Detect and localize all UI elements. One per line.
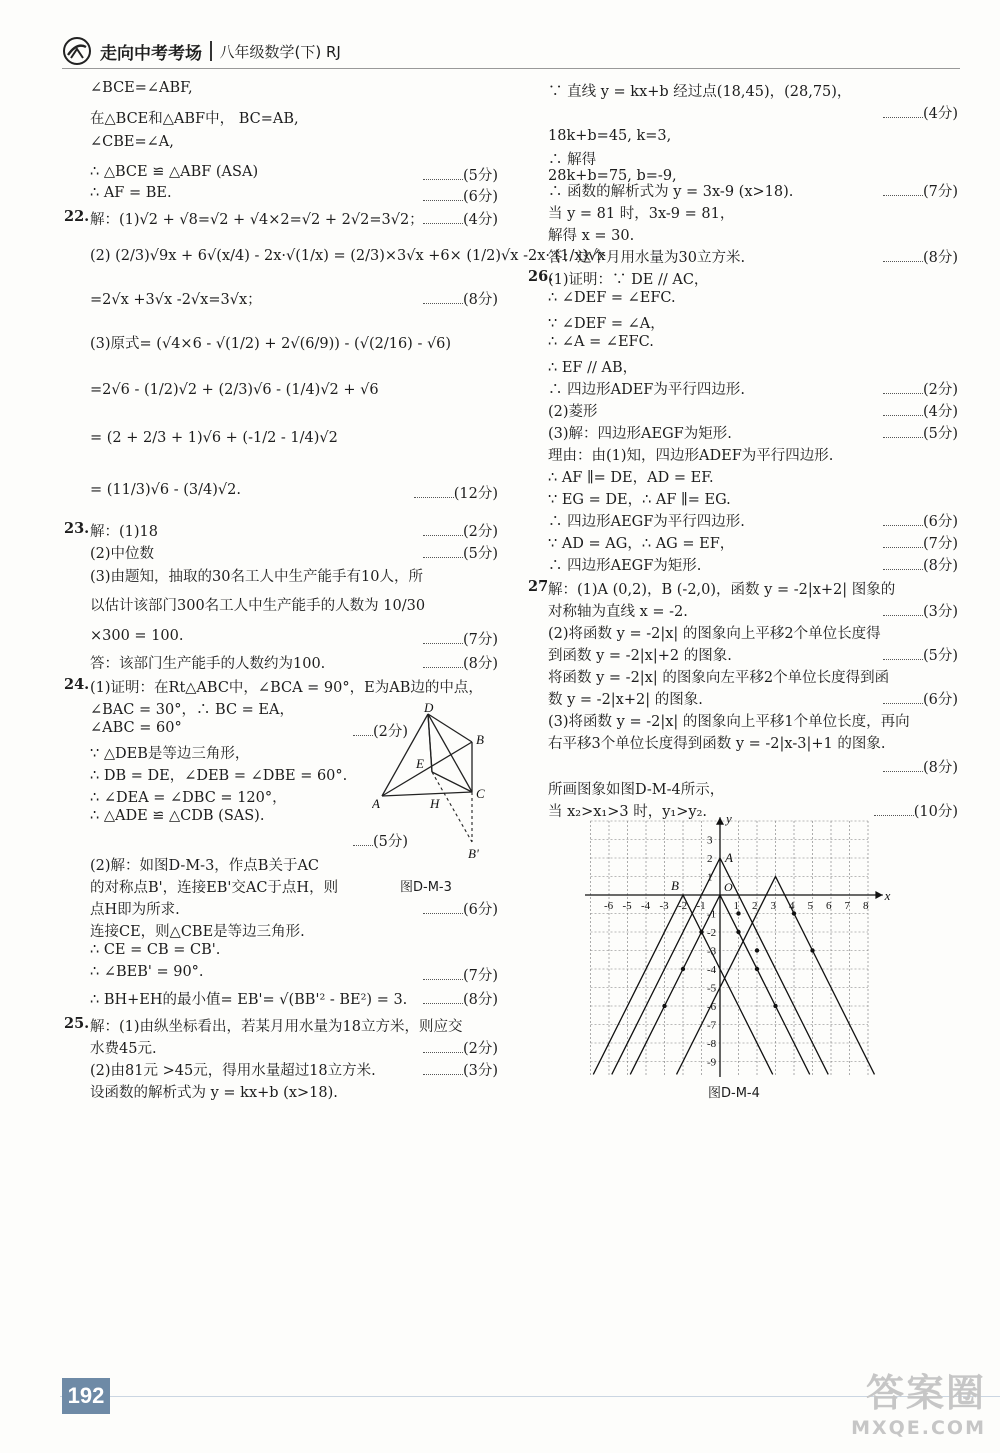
score-mark bbox=[423, 652, 498, 673]
line-text: ∠CBE=∠A, bbox=[90, 134, 174, 150]
line-text: ∴ DB = DE，∠DEB = ∠DBE = 60°. bbox=[90, 768, 348, 784]
text-line bbox=[90, 920, 498, 941]
text-line bbox=[548, 732, 958, 753]
score-mark bbox=[423, 185, 498, 206]
score-value: (6分) bbox=[462, 902, 498, 918]
point-a-label: A bbox=[725, 850, 733, 865]
graph-point bbox=[736, 930, 740, 934]
line-text: (1)证明：在Rt△ABC中，∠BCA = 90°，E为AB边的中点， bbox=[90, 680, 483, 696]
line-text: 以估计该部门300名工人中生产能手的人数为 10/30 bbox=[90, 598, 426, 614]
line-text: ∵ △DEB是等边三角形， bbox=[90, 746, 250, 762]
y-tick-label: -2 bbox=[707, 927, 717, 939]
header-rule bbox=[62, 68, 960, 69]
text-line bbox=[548, 246, 958, 267]
segment-ad bbox=[382, 714, 428, 796]
page-number: 192 bbox=[62, 1378, 110, 1414]
line-text: 点H即为所求. bbox=[90, 902, 180, 918]
score-mark bbox=[883, 532, 958, 553]
dotted-leader bbox=[883, 560, 923, 570]
score-mark bbox=[883, 102, 958, 123]
x-tick-label: 1 bbox=[733, 900, 739, 912]
line-text: ∵ 直线 y = kx+b 经过点(18,45)，(28,75)， bbox=[548, 84, 852, 100]
text-line bbox=[548, 778, 958, 799]
line-text: =2√6 - (1/2)√2 + (2/3)√6 - (1/4)√2 + √6 bbox=[90, 382, 379, 398]
dotted-leader bbox=[423, 548, 463, 558]
figure-d-m-3 bbox=[372, 700, 502, 870]
line-text: ∴ 四边形AEGF为平行四边形. bbox=[548, 514, 745, 530]
line-text: (3)解：四边形AEGF为矩形. bbox=[548, 426, 732, 442]
x-tick-label: -2 bbox=[678, 900, 688, 912]
dotted-leader bbox=[883, 428, 923, 438]
dotted-leader bbox=[423, 634, 463, 644]
score-mark bbox=[883, 378, 958, 399]
line-text: 连接CE，则△CBE是等边三角形. bbox=[90, 924, 305, 940]
question-number: 27 bbox=[528, 578, 549, 595]
line-text: 右平移3个单位长度得到函数 y = -2|x-3|+1 的图象. bbox=[548, 736, 886, 752]
line-text: ∠BAC = 30°，∴ BC = EA， bbox=[90, 702, 294, 718]
line-text: 解：(1)√2 + √8=√2 + √4×2=√2 + 2√2=3√2； bbox=[90, 212, 424, 228]
x-tick-label: 3 bbox=[770, 900, 776, 912]
dotted-leader bbox=[423, 294, 463, 304]
score-value: (2分) bbox=[372, 724, 408, 740]
line-text: 当 x₂>x₁>3 时，y₁>y₂. bbox=[548, 804, 707, 820]
text-line bbox=[528, 268, 958, 289]
question-number: 25. bbox=[64, 1015, 90, 1032]
dotted-leader bbox=[423, 970, 463, 980]
score-mark bbox=[883, 756, 958, 777]
point-b-label: B bbox=[671, 878, 679, 893]
x-tick-label: 8 bbox=[863, 900, 869, 912]
text-line bbox=[90, 248, 606, 264]
score-value: (5分) bbox=[922, 648, 958, 664]
header-divider bbox=[210, 41, 212, 61]
dotted-leader bbox=[883, 406, 923, 416]
text-line bbox=[548, 102, 958, 122]
text-line bbox=[90, 332, 498, 353]
score-value: (7分) bbox=[462, 632, 498, 648]
dotted-leader bbox=[423, 214, 463, 224]
score-mark bbox=[423, 208, 498, 229]
dotted-leader bbox=[353, 726, 373, 736]
score-mark bbox=[423, 964, 498, 985]
line-text: = (11/3)√6 - (3/4)√2. bbox=[90, 482, 241, 498]
score-value: (8分) bbox=[922, 760, 958, 776]
dotted-leader bbox=[883, 694, 923, 704]
text-line bbox=[90, 288, 498, 309]
watermark-logo-text: 答案圈 bbox=[865, 1371, 986, 1415]
score-value: (4分) bbox=[462, 212, 498, 228]
graph-point bbox=[681, 967, 685, 971]
text-line bbox=[90, 134, 498, 150]
dotted-leader bbox=[883, 516, 923, 526]
line-text: (3)将函数 y = -2|x| 的图象向上平移1个单位长度，再向 bbox=[548, 714, 910, 730]
page-header bbox=[62, 34, 341, 68]
book-logo-icon bbox=[62, 36, 92, 66]
y-axis-label: y bbox=[726, 815, 732, 826]
line-text: ∠ABC = 60° bbox=[90, 720, 182, 736]
y-tick-label: -1 bbox=[707, 908, 717, 921]
score-value: (6分) bbox=[462, 189, 498, 205]
text-line bbox=[64, 208, 498, 229]
question-number: 22. bbox=[64, 208, 90, 225]
text-line bbox=[90, 1081, 498, 1102]
text-line bbox=[548, 180, 958, 201]
line-text: 18k+b=45, k=3, bbox=[548, 128, 672, 144]
score-value: (2分) bbox=[462, 524, 498, 540]
x-axis-label: x bbox=[884, 888, 891, 903]
text-line bbox=[64, 520, 498, 541]
dotted-leader bbox=[423, 658, 463, 668]
label-e: E bbox=[416, 756, 424, 771]
line-text: (1)证明：∵ DE // AC， bbox=[548, 272, 709, 288]
x-tick-label: 7 bbox=[844, 900, 850, 912]
text-line bbox=[548, 510, 958, 531]
line-text: ∴ ∠DEA = ∠DBC = 120°， bbox=[90, 790, 287, 806]
line-text: ∴ CE = CB = CB'. bbox=[90, 942, 221, 958]
line-text: ∴ ∠A = ∠EFC. bbox=[548, 334, 654, 350]
text-line bbox=[548, 334, 958, 350]
label-b-prime: B' bbox=[468, 846, 479, 861]
text-line bbox=[90, 185, 498, 205]
text-line bbox=[548, 644, 958, 665]
line-text: 答：这个月用水量为30立方米. bbox=[548, 250, 746, 266]
y-tick-label: -6 bbox=[707, 1001, 717, 1013]
line-text: 水费45元. bbox=[90, 1041, 157, 1057]
x-tick-label: -6 bbox=[604, 900, 614, 912]
y-tick-label: -9 bbox=[707, 1056, 717, 1069]
score-value: (8分) bbox=[922, 558, 958, 574]
text-line bbox=[90, 988, 498, 1009]
line-text: ∴ BH+EH的最小值= EB'= √(BB'² - BE²) = 3. bbox=[90, 992, 408, 1008]
text-line bbox=[548, 756, 958, 776]
label-a: A bbox=[372, 796, 380, 811]
figure-d-m-4-caption: 图D-M-4 bbox=[708, 1086, 760, 1101]
segment-ac bbox=[382, 792, 472, 796]
score-value: (5分) bbox=[462, 168, 498, 184]
line-text: ∴ △BCE ≌ △ABF (ASA) bbox=[90, 164, 259, 180]
score-value: (10分) bbox=[913, 804, 958, 820]
line-text: ∵ AD = AG，∴ AG = EF， bbox=[548, 536, 735, 552]
line-text: ∴ △ADE ≌ △CDB (SAS). bbox=[90, 808, 265, 824]
line-text: 28k+b=75, b=-9, bbox=[548, 168, 677, 184]
x-tick-label: 5 bbox=[807, 900, 813, 912]
score-value: (7分) bbox=[922, 184, 958, 200]
text-line bbox=[90, 542, 498, 563]
line-text: (2)中位数 bbox=[90, 546, 155, 562]
text-line bbox=[548, 488, 958, 509]
score-value: (2分) bbox=[922, 382, 958, 398]
text-line bbox=[548, 148, 958, 169]
label-h: H bbox=[430, 796, 440, 811]
score-mark bbox=[423, 1059, 498, 1080]
text-line bbox=[548, 422, 958, 443]
line-text: ∴ 函数的解析式为 y = 3x-9 (x>18). bbox=[548, 184, 794, 200]
text-line bbox=[90, 942, 498, 958]
text-line bbox=[90, 594, 498, 615]
y-tick-label: -5 bbox=[707, 982, 717, 995]
dotted-leader bbox=[883, 186, 923, 196]
score-value: (5分) bbox=[922, 426, 958, 442]
dotted-leader bbox=[423, 191, 463, 201]
text-line bbox=[64, 676, 498, 697]
text-line bbox=[528, 578, 958, 599]
text-line bbox=[90, 565, 498, 586]
figure-d-m-3-caption: 图D-M-3 bbox=[400, 880, 452, 895]
text-line bbox=[90, 482, 498, 502]
text-line bbox=[548, 400, 958, 421]
score-mark bbox=[883, 688, 958, 709]
y-tick-label: 3 bbox=[707, 834, 713, 847]
score-mark bbox=[883, 246, 958, 267]
graph-point bbox=[662, 1004, 666, 1008]
line-text: ∴ 四边形ADEF为平行四边形. bbox=[548, 382, 745, 398]
text-line bbox=[64, 1015, 498, 1036]
line-text: (3)由题知，抽取的30名工人中生产能手有10人，所 bbox=[90, 569, 423, 585]
text-line bbox=[548, 710, 958, 731]
line-text: 在△BCE和△ABF中， BC=AB, bbox=[90, 111, 299, 127]
x-axis-arrow bbox=[875, 891, 882, 899]
text-line bbox=[90, 628, 498, 648]
x-tick-label: 6 bbox=[826, 900, 832, 912]
score-mark bbox=[423, 1037, 498, 1058]
line-text: ∴ EF // AB， bbox=[548, 360, 638, 376]
dotted-leader bbox=[423, 994, 463, 1004]
line-text: ∠BCE=∠ABF, bbox=[90, 80, 193, 96]
watermark bbox=[851, 1362, 986, 1439]
line-text: 到函数 y = -2|x|+2 的图象. bbox=[548, 648, 732, 664]
score-value: (12分) bbox=[453, 486, 498, 502]
segment-d-e2 bbox=[428, 714, 432, 772]
score-mark bbox=[414, 482, 498, 503]
x-tick-label: -1 bbox=[696, 900, 706, 912]
line-text: (3)原式= (√4×6 - √(1/2) + 2√(6/9)) - (√(2/16) - √6) bbox=[90, 336, 452, 352]
text-line bbox=[548, 312, 958, 333]
line-text: 所画图象如图D-M-4所示， bbox=[548, 782, 725, 798]
text-line bbox=[548, 356, 958, 377]
line-text: 对称轴为直线 x = -2. bbox=[548, 604, 688, 620]
x-tick-label: -4 bbox=[641, 900, 651, 912]
label-d: D bbox=[424, 700, 434, 715]
graph-point bbox=[773, 1004, 777, 1008]
score-mark bbox=[883, 600, 958, 621]
text-line bbox=[548, 128, 958, 144]
score-mark bbox=[883, 180, 958, 201]
y-tick-label: -8 bbox=[707, 1038, 717, 1050]
line-text: 解：(1)18 bbox=[90, 524, 158, 540]
score-value: (4分) bbox=[922, 106, 958, 122]
score-value: (3分) bbox=[922, 604, 958, 620]
line-text: 答：该部门生产能手的人数约为100. bbox=[90, 656, 326, 672]
score-mark bbox=[423, 898, 498, 919]
question-number: 23. bbox=[64, 520, 90, 537]
x-tick-label: -5 bbox=[622, 900, 632, 912]
line-text: = (2 + 2/3 + 1)√6 + (-1/2 - 1/4)√2 bbox=[90, 430, 338, 446]
text-line bbox=[548, 554, 958, 575]
dotted-leader bbox=[423, 170, 463, 180]
x-tick-label: -3 bbox=[659, 900, 669, 912]
line-text: ∵ ∠DEF = ∠A， bbox=[548, 316, 665, 332]
score-value: (8分) bbox=[922, 250, 958, 266]
score-value: (8分) bbox=[462, 992, 498, 1008]
score-value: (6分) bbox=[922, 514, 958, 530]
score-value: (5分) bbox=[462, 546, 498, 562]
line-text: ∵ EG = DE，∴ AF ∥= EG. bbox=[548, 492, 731, 508]
watermark-domain: MXQE.COM bbox=[851, 1417, 986, 1439]
dotted-leader bbox=[423, 1065, 463, 1075]
brand-title: 走向中考考场 bbox=[100, 43, 202, 64]
score-value: (7分) bbox=[462, 968, 498, 984]
dotted-leader bbox=[883, 252, 923, 262]
line-text: 解：(1)由纵坐标看出，若某月用水量为18立方米，则应交 bbox=[90, 1019, 463, 1035]
score-mark bbox=[883, 644, 958, 665]
text-line bbox=[90, 898, 498, 919]
text-line bbox=[90, 430, 498, 446]
line-text: (2) (2/3)√9x + 6√(x/4) - 2x·√(1/x) = (2/3)×3√x +6× (1/2)√x -2x· (1/x)√x bbox=[90, 248, 606, 264]
text-line bbox=[548, 378, 958, 399]
segment-db bbox=[428, 714, 472, 742]
score-mark bbox=[423, 628, 498, 649]
y-tick-label: -7 bbox=[707, 1019, 717, 1032]
text-line bbox=[90, 382, 498, 398]
score-mark bbox=[423, 542, 498, 563]
text-line bbox=[90, 164, 498, 184]
line-text: (2)解：如图D-M-3，作点B关于AC bbox=[90, 858, 320, 874]
score-value: (2分) bbox=[462, 1041, 498, 1057]
text-line bbox=[90, 964, 498, 984]
text-line bbox=[90, 80, 498, 96]
score-value: (3分) bbox=[462, 1063, 498, 1079]
text-line bbox=[548, 444, 958, 465]
line-text: 数 y = -2|x+2| 的图象. bbox=[548, 692, 703, 708]
text-line bbox=[548, 290, 958, 306]
score-value: (5分) bbox=[372, 834, 408, 850]
line-text: 设函数的解析式为 y = kx+b (x>18). bbox=[90, 1085, 338, 1101]
dotted-leader bbox=[883, 650, 923, 660]
text-line bbox=[90, 1059, 498, 1080]
dotted-leader bbox=[423, 904, 463, 914]
figure-d-m-4-graph bbox=[585, 815, 915, 1077]
dotted-leader bbox=[353, 836, 373, 846]
graph-point bbox=[810, 948, 814, 952]
dotted-leader bbox=[883, 108, 923, 118]
line-text: ∴ AF ∥= DE，AD = EF. bbox=[548, 470, 714, 486]
text-line bbox=[90, 652, 498, 673]
dotted-leader bbox=[883, 538, 923, 548]
score-mark bbox=[423, 164, 498, 185]
text-line bbox=[548, 466, 958, 487]
text-line bbox=[548, 532, 958, 553]
question-number: 24. bbox=[64, 676, 90, 693]
score-mark bbox=[423, 288, 498, 309]
dotted-leader bbox=[883, 384, 923, 394]
dotted-leader bbox=[423, 1043, 463, 1053]
line-text: ∴ ∠BEB' = 90°. bbox=[90, 964, 204, 980]
line-text: 解：(1)A (0,2)，B (-2,0)，函数 y = -2|x+2| 图象的 bbox=[548, 582, 896, 598]
line-text: ∴ ∠DEF = ∠EFC. bbox=[548, 290, 676, 306]
text-line bbox=[548, 224, 958, 245]
question-number: 26. bbox=[528, 268, 554, 285]
score-mark bbox=[423, 520, 498, 541]
score-value: (7分) bbox=[922, 536, 958, 552]
line-text: 解得 x = 30. bbox=[548, 228, 635, 244]
dotted-leader bbox=[883, 606, 923, 616]
y-tick-label: -4 bbox=[707, 964, 717, 976]
text-line bbox=[548, 600, 958, 621]
y-tick-label: 2 bbox=[707, 853, 713, 865]
score-mark bbox=[883, 554, 958, 575]
score-value: (4分) bbox=[922, 404, 958, 420]
score-mark bbox=[423, 988, 498, 1009]
graph-point bbox=[699, 930, 703, 934]
score-mark bbox=[883, 400, 958, 421]
line-text: ∴ AF = BE. bbox=[90, 185, 172, 201]
score-value: (8分) bbox=[462, 656, 498, 672]
score-value: (8分) bbox=[462, 292, 498, 308]
line-text: ∴ 四边形AEGF为矩形. bbox=[548, 558, 702, 574]
text-line bbox=[548, 80, 958, 101]
dotted-leader bbox=[883, 762, 923, 772]
x-tick-label: 4 bbox=[789, 900, 795, 912]
graph-point bbox=[755, 967, 759, 971]
line-text: 理由：由(1)知，四边形ADEF为平行四边形. bbox=[548, 448, 834, 464]
text-line bbox=[548, 688, 958, 709]
line-text: (2)由81元 >45元，得用水量超过18立方米. bbox=[90, 1063, 376, 1079]
line-text: 的对称点B'，连接EB'交AC于点H，则 bbox=[90, 880, 339, 896]
score-mark bbox=[883, 510, 958, 531]
label-c: C bbox=[476, 786, 485, 801]
text-line bbox=[90, 1037, 498, 1058]
line-text: =2√x +3√x -2√x=3√x； bbox=[90, 292, 262, 308]
line-text: 将函数 y = -2|x| 的图象向左平移2个单位长度得到函 bbox=[548, 670, 890, 686]
dotted-leader bbox=[414, 488, 454, 498]
dotted-leader bbox=[423, 526, 463, 536]
graph-point bbox=[755, 948, 759, 952]
score-value: (6分) bbox=[922, 692, 958, 708]
text-line bbox=[548, 622, 958, 643]
text-line bbox=[548, 666, 958, 687]
line-text: 当 y = 81 时，3x-9 = 81， bbox=[548, 206, 735, 222]
text-line bbox=[90, 107, 498, 128]
origin-label: O bbox=[724, 880, 733, 894]
book-subtitle: 八年级数学(下) RJ bbox=[219, 42, 341, 61]
y-tick-label: 1 bbox=[707, 871, 713, 884]
label-b: B bbox=[476, 732, 484, 747]
line-text: ∴ 解得 bbox=[548, 152, 597, 168]
line-text: (2)将函数 y = -2|x| 的图象向上平移2个单位长度得 bbox=[548, 626, 881, 642]
line-text: ×300 = 100. bbox=[90, 628, 184, 644]
score-mark bbox=[883, 422, 958, 443]
text-line bbox=[548, 202, 958, 223]
line-text: (2)菱形 bbox=[548, 404, 598, 420]
y-tick-label: -3 bbox=[707, 945, 717, 958]
x-tick-label: 2 bbox=[752, 900, 758, 912]
